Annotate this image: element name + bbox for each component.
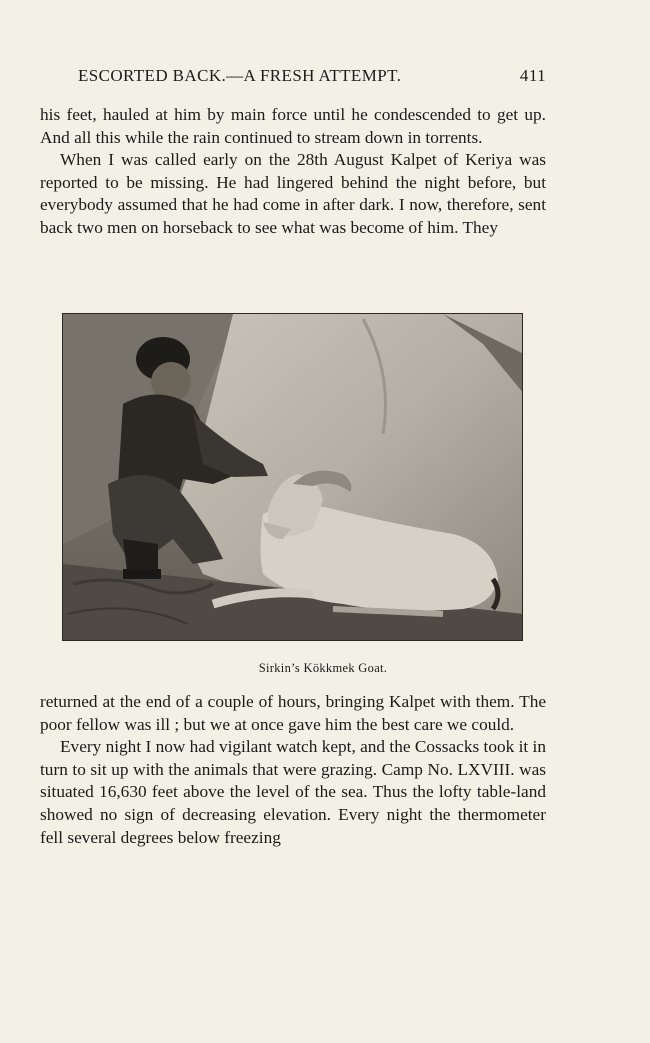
paragraph: Every night I now had vigilant watch kept, and the Cossacks took it in turn to sit up with the animals that were grazing. Camp No. LXVIII. was situated 16,630 feet above the level of the sea. Thus the lofty table-land showed no sign of decreasing elevation. Every night the thermometer fell several degrees below freezing <box>40 737 546 847</box>
figure-caption: Sirkin’s Kökkmek Goat. <box>258 661 388 675</box>
text-block-bottom <box>40 691 546 849</box>
goat-photograph <box>62 313 523 641</box>
paragraph: When I was called early on the 28th August Kalpet of Keriya was reported to be missing. He had lingered behind the night before, but everybody assumed that he had come in after dark. I now, therefore, sent back two men on horseback to see what was become of him. They <box>40 150 546 237</box>
running-header <box>40 66 546 90</box>
text-block-top <box>40 104 546 240</box>
paragraph: his feet, hauled at him by main force until he condescended to get up. And all this while the rain continued to stream down in torrents. <box>40 105 546 147</box>
running-title: ESCORTED BACK.—A FRESH ATTEMPT. <box>78 66 402 85</box>
page-number: 411 <box>519 66 546 85</box>
paragraph: returned at the end of a couple of hours, bringing Kalpet with them. The poor fellow was ill ; but we at once gave him the best care we could. <box>40 692 546 734</box>
